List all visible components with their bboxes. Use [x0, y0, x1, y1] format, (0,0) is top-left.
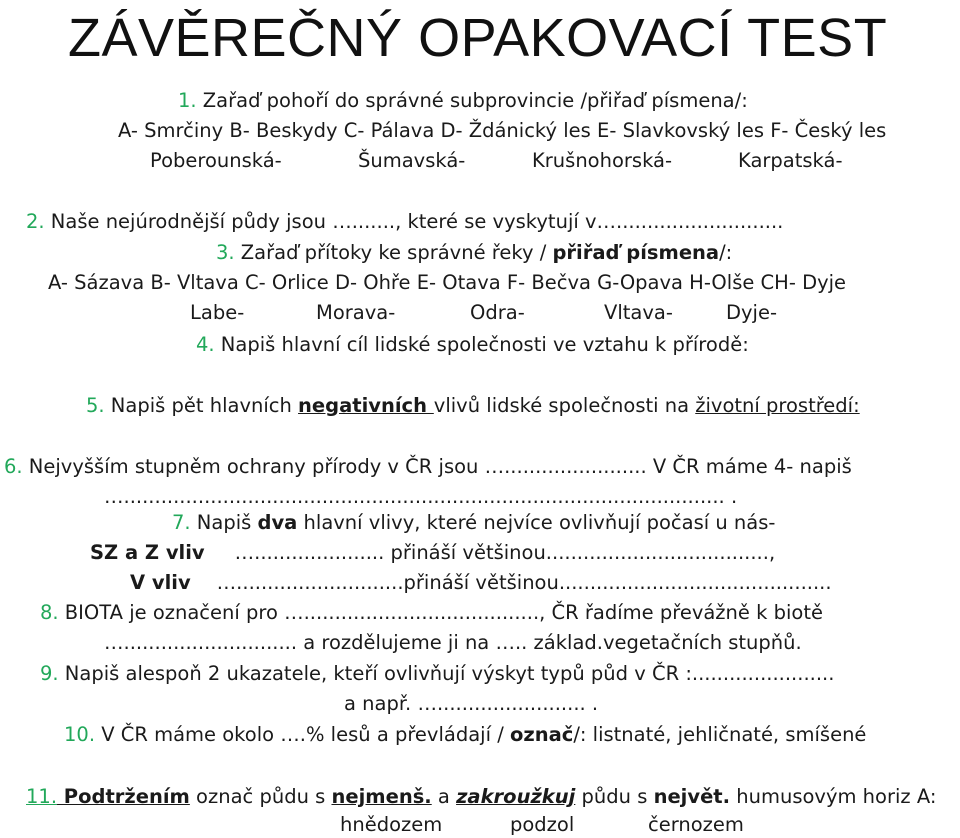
question-9-continuation: a např. …........................ .	[344, 692, 599, 715]
question-1-options: A- Smrčiny B- Beskydy C- Pálava D- Ždánický les E- Slavkovský les F- Český les	[118, 119, 887, 142]
question-text: Napiš pět hlavních	[104, 394, 299, 417]
question-text-bold: dva	[257, 511, 298, 534]
question-text: Nejvyšším stupněm ochrany přírody v ČR jsou …....................... V ČR máme 4- napiš	[22, 455, 852, 478]
question-number: 7.	[172, 511, 191, 534]
question-number: 11.	[26, 785, 58, 808]
question-5	[86, 393, 860, 419]
question-9	[40, 661, 834, 687]
question-text-bold-underlined: negativních	[298, 394, 434, 417]
question-3-slot: Vltava-	[604, 301, 673, 324]
question-6	[4, 454, 852, 480]
question-text: Napiš hlavní cíl lidské společnosti ve vztahu k přírodě:	[214, 333, 749, 356]
row-label: SZ a Z vliv	[90, 541, 205, 564]
question-text-bold-italic: zakroužkuj	[456, 785, 576, 808]
question-number: 9.	[40, 662, 59, 685]
question-text: hlavní vlivy, které nejvíce ovlivňují počasí u nás-	[297, 511, 776, 534]
question-number: 4.	[196, 333, 215, 356]
question-text: Napiš	[190, 511, 258, 534]
question-text: vlivů lidské společnosti na	[433, 394, 696, 417]
question-3-slot: Labe-	[190, 301, 245, 324]
question-text: /:	[719, 241, 733, 264]
question-8	[40, 600, 823, 626]
question-text: a	[431, 785, 457, 808]
question-3-slot: Odra-	[470, 301, 525, 324]
question-8-continuation: …............................ a rozdělujeme ji na ….. základ.vegetačních stupňů.	[104, 631, 802, 654]
question-text: půdu s	[575, 785, 654, 808]
question-7	[172, 510, 775, 536]
question-1-slot: Karpatská-	[738, 149, 843, 172]
question-text-bold: označ	[509, 723, 574, 746]
question-number: 2.	[26, 210, 45, 233]
question-text: /: listnaté, jehličnaté, smíšené	[573, 723, 867, 746]
row-label: V vliv	[130, 571, 191, 594]
question-10	[64, 722, 866, 748]
row-text: …...........................přináší většinou............................................	[216, 571, 832, 594]
soil-option: hnědozem	[340, 813, 443, 836]
question-text: Naše nejúrodnější půdy jsou …......., které se vyskytují v…...........................	[44, 210, 784, 233]
question-number: 5.	[86, 394, 105, 417]
question-text-bold-underlined: Podtržením	[57, 785, 190, 808]
question-text: Zařaď přítoky ke správné řeky /	[234, 241, 553, 264]
question-text: humusovým horiz A:	[730, 785, 937, 808]
question-text: Zařaď pohoří do správné subprovincie /přiřaď písmena/:	[196, 89, 748, 112]
question-4	[196, 332, 749, 358]
question-3-slot: Morava-	[316, 301, 396, 324]
question-number: 1.	[178, 89, 197, 112]
question-2	[26, 209, 783, 235]
question-text-bold: přiřaď písmena	[552, 241, 720, 264]
question-1-slot: Krušnohorská-	[532, 149, 673, 172]
question-1-slot: Poberounská-	[150, 149, 282, 172]
question-text: označ půdu s	[189, 785, 332, 808]
question-7-row-2	[130, 570, 832, 596]
row-text: …..................... přináší většinou....................................,	[234, 541, 776, 564]
question-text-bold: největ.	[653, 785, 731, 808]
soil-option: podzol	[510, 813, 575, 836]
question-text-underlined: životní prostředí:	[695, 394, 860, 417]
question-text: V ČR máme okolo ….% lesů a převládají /	[95, 723, 510, 746]
question-number: 10.	[64, 723, 96, 746]
question-number: 6.	[4, 455, 23, 478]
question-text: Napiš alespoň 2 ukazatele, kteří ovlivňují výskyt typů půd v ČR :.......................	[58, 662, 835, 685]
soil-option: černozem	[648, 813, 744, 836]
question-3-options: A- Sázava B- Vltava C- Orlice D- Ohře E- Otava F- Bečva G-Opava H-Olše CH- Dyje	[48, 271, 847, 294]
question-number: 8.	[40, 601, 59, 624]
question-6-continuation: …................................................................................................. .	[104, 485, 738, 508]
question-number: 3.	[216, 241, 235, 264]
question-3-slot: Dyje-	[726, 301, 778, 324]
question-11	[26, 784, 936, 810]
question-7-row-1	[90, 540, 775, 566]
question-text: BIOTA je označení pro …......................................, ČR řadíme převážně k biotě	[58, 601, 823, 624]
question-1	[178, 88, 748, 114]
question-3	[216, 240, 732, 266]
page-title: ZÁVĚREČNÝ OPAKOVACÍ TEST	[68, 8, 888, 68]
question-text-bold-underlined: nejmenš.	[331, 785, 432, 808]
question-1-slot: Šumavská-	[358, 149, 466, 172]
